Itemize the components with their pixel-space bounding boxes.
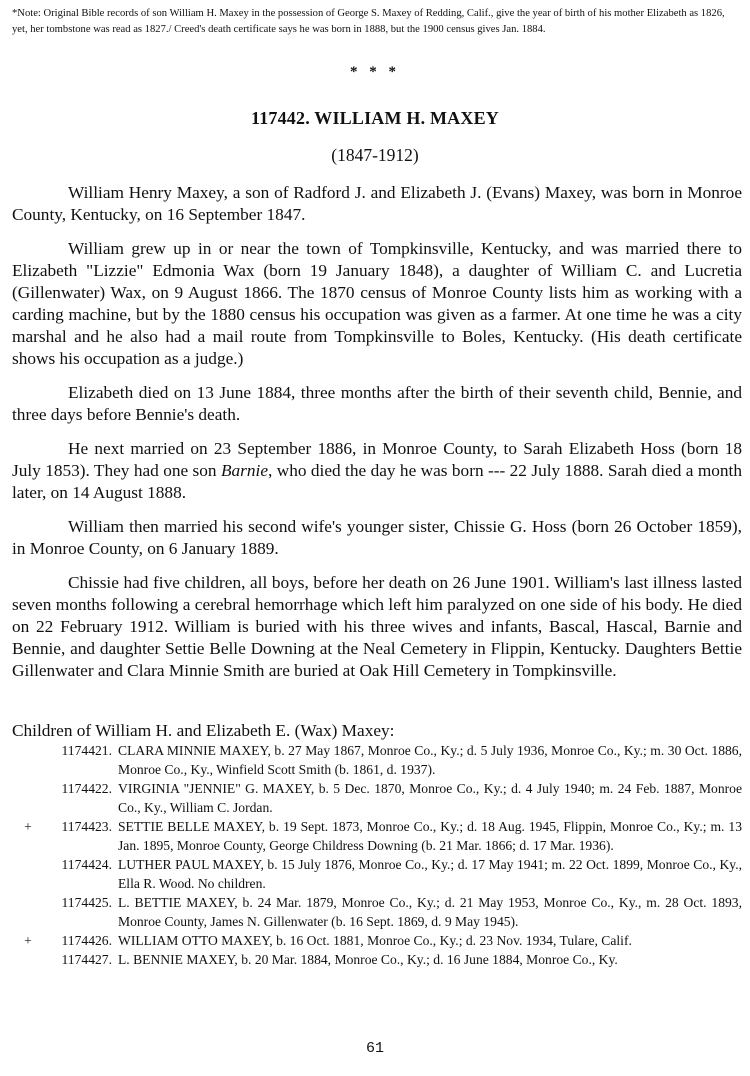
children-list <box>20 741 742 969</box>
entry-dates: (1847-1912) <box>331 145 419 165</box>
child-entry: SETTIE BELLE MAXEY, b. 19 Sept. 1873, Monroe Co., Ky.; d. 18 Aug. 1945, Flippin, Monroe Co., Ky.; m. 13 Jan. 1895, Monroe County, George Childress Downing (b. 21 Mar. 1866; d. 17 Mar. 1936). <box>118 819 742 853</box>
child-number: 1174421. <box>61 743 112 758</box>
child-entry: L. BETTIE MAXEY, b. 24 Mar. 1879, Monroe Co., Ky.; d. 21 May 1953, Monroe Co., Ky., m. 28 Oct. 1893, Monroe County, James N. Gillenwater (b. 16 Sept. 1869, d. 9 May 1945). <box>118 895 742 929</box>
child-number: 1174425. <box>61 895 112 910</box>
paragraph: William Henry Maxey, a son of Radford J. and Elizabeth J. (Evans) Maxey, was born in Monroe County, Kentucky, on 16 September 1847. <box>12 183 742 224</box>
child-number: 1174424. <box>61 857 112 872</box>
italic-name: Barnie <box>220 461 269 480</box>
paragraph-text: He next married on 23 September 1886, in Monroe County, to Sarah Elizabeth Hoss (born 18 July 1853). They had one son <box>12 439 742 480</box>
paragraph: Elizabeth died on 13 June 1884, three months after the birth of their seventh child, Bennie, and three days before Bennie's death. <box>12 383 742 424</box>
child-entry: L. BENNIE MAXEY, b. 20 Mar. 1884, Monroe Co., Ky.; d. 16 June 1884, Monroe Co., Ky. <box>118 952 618 967</box>
list-item <box>20 817 742 855</box>
paragraph-barnie <box>12 438 742 504</box>
biography-body <box>12 182 742 694</box>
descendant-marker <box>20 741 36 779</box>
paragraph-text: , who died the day he was born --- 22 July 1888. Sarah died a month later, on 14 August 1888. <box>12 461 742 502</box>
child-number: 1174426. <box>61 933 112 948</box>
paragraph: William then married his second wife's younger sister, Chissie G. Hoss (born 26 October 1859), in Monroe County, on 6 January 1889. <box>12 517 742 558</box>
paragraph: Chissie had five children, all boys, before her death on 26 June 1901. William's last illness lasted seven months following a cerebral hemorrhage which left him paralyzed on one side of his body. He died on 22 February 1912. William is buried with his three wives and infants, Bascal, Hascal, Barnie and Bennie, and daughter Settie Belle Downing at the Neal Cemetery in Flippin, Kentucky. Daughters Bettie Gillenwater and Clara Minnie Smith are buried at Oak Hill Cemetery in Tompkinsville. <box>12 573 742 680</box>
child-number: 1174427. <box>61 952 112 967</box>
paragraph: William grew up in or near the town of Tompkinsville, Kentucky, and was married there to Elizabeth "Lizzie" Edmonia Wax (born 19 January 1848), a daughter of William C. and Lucretia (Gillenwater) Wax, on 9 August 1866. The 1870 census of Monroe County lists him as working with a carding machine, but by the 1880 census his occupation was given as a farmer. At one time he was a city marshal and he also had a mail route from Tompkinsville to Boles, Kentucky. (His death certificate shows his occupation as a judge.) <box>12 239 742 368</box>
list-item <box>20 855 742 893</box>
list-item <box>20 779 742 817</box>
list-item <box>20 741 742 779</box>
descendant-marker <box>20 893 36 931</box>
list-item <box>20 931 742 950</box>
child-entry: VIRGINIA "JENNIE" G. MAXEY, b. 5 Dec. 1870, Monroe Co., Ky.; d. 4 July 1940; m. 24 Feb. 1887, Monroe Co., Ky., William C. Jordan. <box>118 781 742 815</box>
child-number: 1174422. <box>61 781 112 796</box>
child-entry: LUTHER PAUL MAXEY, b. 15 July 1876, Monroe Co., Ky.; d. 17 May 1941; m. 22 Oct. 1899, Monroe Co., Ky., Ella R. Wood. No children. <box>118 857 742 891</box>
footnote: *Note: Original Bible records of son William H. Maxey in the possession of George S. Maxey of Redding, Calif., give the year of birth of his mother Elizabeth as 1826, yet, her tombstone was read as 1827./ Creed's death certificate says he was born in 1888, but the 1900 census gives Jan. 1884. <box>12 8 725 35</box>
descendant-marker: + <box>24 819 32 834</box>
child-entry: CLARA MINNIE MAXEY, b. 27 May 1867, Monroe Co., Ky.; d. 5 July 1936, Monroe Co., Ky.; m. 30 Oct. 1886, Monroe Co., Ky., Winfield Scott Smith (b. 1861, d. 1937). <box>118 743 742 777</box>
descendant-marker <box>20 950 36 969</box>
descendant-marker: + <box>24 933 32 948</box>
entry-title: 117442. WILLIAM H. MAXEY <box>251 108 499 128</box>
list-item <box>20 893 742 931</box>
children-heading: Children of William H. and Elizabeth E. (Wax) Maxey: <box>12 721 395 740</box>
section-separator: * * * <box>350 64 400 80</box>
child-entry: WILLIAM OTTO MAXEY, b. 16 Oct. 1881, Monroe Co., Ky.; d. 23 Nov. 1934, Tulare, Calif. <box>118 933 632 948</box>
list-item <box>20 950 742 969</box>
page-number: 61 <box>365 1040 384 1057</box>
descendant-marker <box>20 855 36 893</box>
child-number: 1174423. <box>61 819 112 834</box>
descendant-marker <box>20 779 36 817</box>
